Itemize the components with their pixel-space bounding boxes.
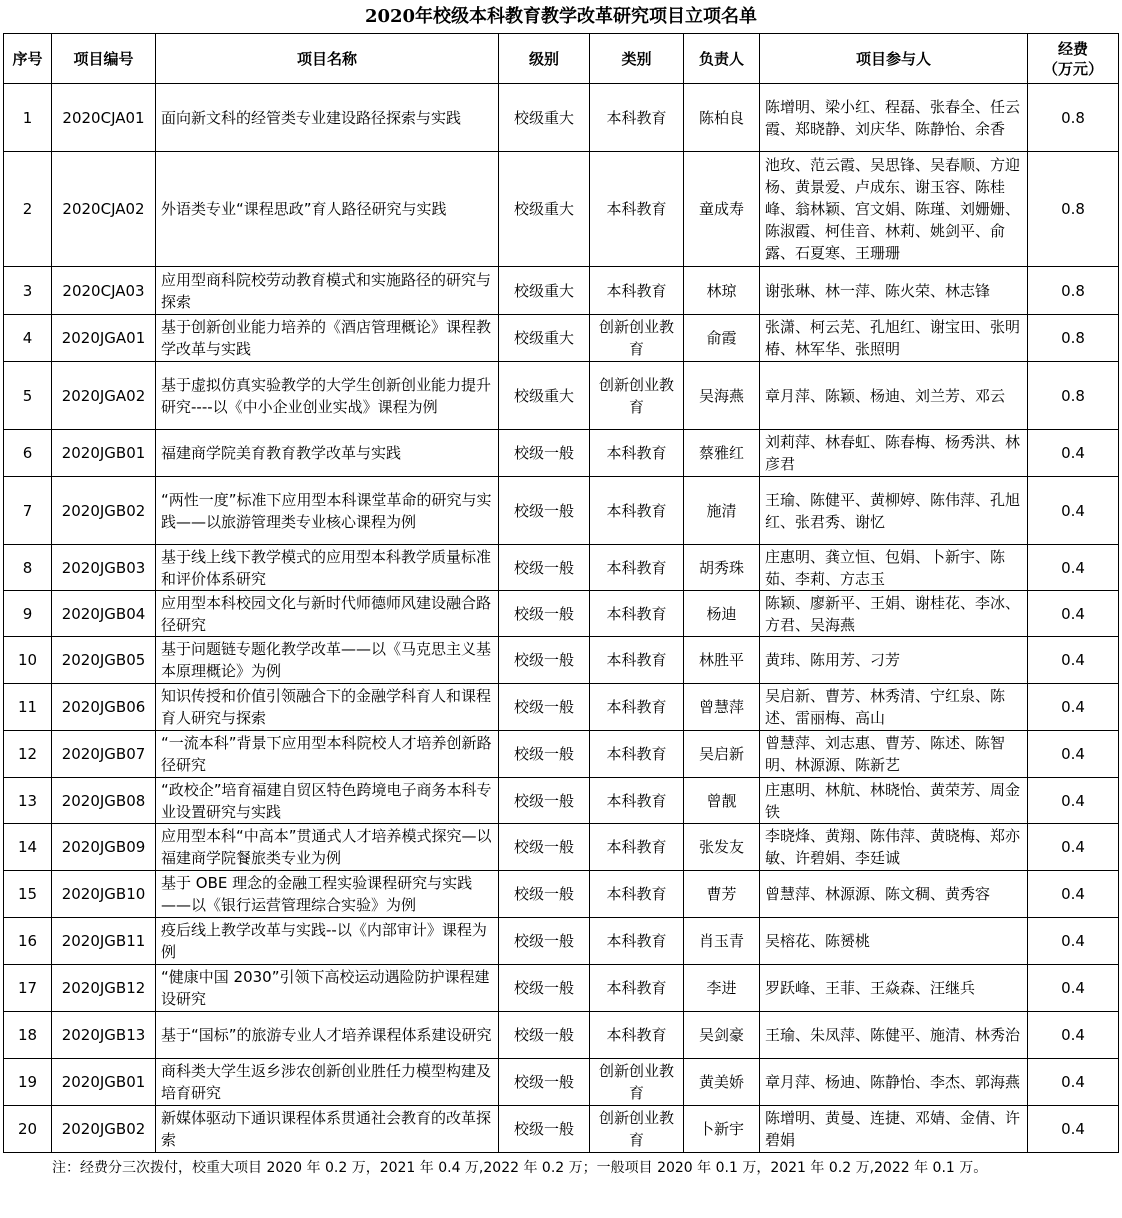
project-type: 本科教育 bbox=[590, 591, 684, 637]
table-row bbox=[4, 362, 1119, 430]
project-fund: 0.8 bbox=[1028, 267, 1119, 315]
project-name: 基于创新创业能力培养的《酒店管理概论》课程教学改革与实践 bbox=[156, 315, 499, 362]
project-name: 商科类大学生返乡涉农创新创业胜任力模型构建及培育研究 bbox=[156, 1059, 499, 1106]
project-code: 2020CJA02 bbox=[52, 152, 156, 267]
project-leader: 肖玉青 bbox=[684, 918, 760, 965]
project-fund: 0.4 bbox=[1028, 1106, 1119, 1153]
project-code: 2020JGB11 bbox=[52, 918, 156, 965]
row-number: 7 bbox=[4, 477, 52, 545]
project-fund: 0.4 bbox=[1028, 731, 1119, 778]
project-type: 本科教育 bbox=[590, 430, 684, 477]
project-members: 池玫、范云霞、吴思锋、吴春顺、方迎杨、黄景爱、卢成东、谢玉容、陈桂峰、翁林颖、宫文娟、陈瑾、刘姗姗、陈淑霞、柯佳音、林莉、姚剑平、俞露、石夏寒、王珊珊 bbox=[760, 152, 1028, 267]
project-type: 创新创业教育 bbox=[590, 315, 684, 362]
project-fund: 0.4 bbox=[1028, 684, 1119, 731]
project-type: 本科教育 bbox=[590, 637, 684, 684]
project-level: 校级一般 bbox=[499, 918, 590, 965]
project-fund: 0.4 bbox=[1028, 430, 1119, 477]
project-fund: 0.4 bbox=[1028, 477, 1119, 545]
project-type: 本科教育 bbox=[590, 824, 684, 871]
project-code: 2020JGB09 bbox=[52, 824, 156, 871]
project-level: 校级一般 bbox=[499, 684, 590, 731]
project-level: 校级一般 bbox=[499, 778, 590, 824]
project-code: 2020JGB04 bbox=[52, 591, 156, 637]
table-row bbox=[4, 778, 1119, 824]
project-leader: 童成寿 bbox=[684, 152, 760, 267]
table-row bbox=[4, 918, 1119, 965]
header-code: 项目编号 bbox=[52, 34, 156, 84]
project-table bbox=[3, 33, 1119, 1153]
table-row bbox=[4, 545, 1119, 591]
row-number: 18 bbox=[4, 1012, 52, 1059]
project-type: 本科教育 bbox=[590, 871, 684, 918]
project-name: “一流本科”背景下应用型本科院校人才培养创新路径研究 bbox=[156, 731, 499, 778]
project-fund: 0.4 bbox=[1028, 591, 1119, 637]
project-code: 2020JGB13 bbox=[52, 1012, 156, 1059]
project-leader: 林胜平 bbox=[684, 637, 760, 684]
project-fund: 0.4 bbox=[1028, 965, 1119, 1012]
row-number: 12 bbox=[4, 731, 52, 778]
row-number: 19 bbox=[4, 1059, 52, 1106]
project-members: 张潇、柯云芜、孔旭红、谢宝田、张明椿、林军华、张照明 bbox=[760, 315, 1028, 362]
project-leader: 杨迪 bbox=[684, 591, 760, 637]
project-fund: 0.4 bbox=[1028, 871, 1119, 918]
project-fund: 0.4 bbox=[1028, 1012, 1119, 1059]
project-members: 李晓烽、黄翔、陈伟萍、黄晓梅、郑亦敏、许碧娟、李廷诚 bbox=[760, 824, 1028, 871]
project-fund: 0.4 bbox=[1028, 824, 1119, 871]
table-row bbox=[4, 1012, 1119, 1059]
project-code: 2020CJA01 bbox=[52, 84, 156, 152]
row-number: 11 bbox=[4, 684, 52, 731]
project-type: 本科教育 bbox=[590, 1012, 684, 1059]
row-number: 3 bbox=[4, 267, 52, 315]
table-row bbox=[4, 871, 1119, 918]
row-number: 15 bbox=[4, 871, 52, 918]
header-type: 类别 bbox=[590, 34, 684, 84]
project-code: 2020JGB10 bbox=[52, 871, 156, 918]
row-number: 8 bbox=[4, 545, 52, 591]
table-row bbox=[4, 315, 1119, 362]
project-members: 庄惠明、龚立恒、包娟、卜新宇、陈茹、李莉、方志玉 bbox=[760, 545, 1028, 591]
table-row bbox=[4, 637, 1119, 684]
project-leader: 卜新宇 bbox=[684, 1106, 760, 1153]
project-name: 基于线上线下教学模式的应用型本科教学质量标准和评价体系研究 bbox=[156, 545, 499, 591]
footnote: 注：经费分三次拨付，校重大项目 2020 年 0.2 万，2021 年 0.4 万,2022 年 0.2 万；一般项目 2020 年 0.1 万，2021 年 0.2 万,2022 年 0.1 万。 bbox=[52, 1160, 988, 1176]
row-number: 13 bbox=[4, 778, 52, 824]
project-level: 校级一般 bbox=[499, 1012, 590, 1059]
project-code: 2020JGA02 bbox=[52, 362, 156, 430]
project-level: 校级重大 bbox=[499, 267, 590, 315]
project-level: 校级一般 bbox=[499, 591, 590, 637]
project-level: 校级一般 bbox=[499, 871, 590, 918]
table-row bbox=[4, 824, 1119, 871]
project-name: 面向新文科的经管类专业建设路径探索与实践 bbox=[156, 84, 499, 152]
project-type: 本科教育 bbox=[590, 965, 684, 1012]
table-row bbox=[4, 965, 1119, 1012]
project-leader: 曾靓 bbox=[684, 778, 760, 824]
project-level: 校级一般 bbox=[499, 965, 590, 1012]
project-code: 2020JGB02 bbox=[52, 1106, 156, 1153]
project-type: 本科教育 bbox=[590, 477, 684, 545]
row-number: 20 bbox=[4, 1106, 52, 1153]
project-name: “两性一度”标准下应用型本科课堂革命的研究与实践——以旅游管理类专业核心课程为例 bbox=[156, 477, 499, 545]
row-number: 9 bbox=[4, 591, 52, 637]
project-code: 2020CJA03 bbox=[52, 267, 156, 315]
project-code: 2020JGB08 bbox=[52, 778, 156, 824]
project-leader: 吴海燕 bbox=[684, 362, 760, 430]
project-leader: 曾慧萍 bbox=[684, 684, 760, 731]
project-type: 本科教育 bbox=[590, 152, 684, 267]
project-leader: 吴剑豪 bbox=[684, 1012, 760, 1059]
header-members: 项目参与人 bbox=[760, 34, 1028, 84]
header-no: 序号 bbox=[4, 34, 52, 84]
project-members: 曾慧萍、林源源、陈文稠、黄秀容 bbox=[760, 871, 1028, 918]
project-members: 吴榕花、陈赟桃 bbox=[760, 918, 1028, 965]
project-code: 2020JGB01 bbox=[52, 430, 156, 477]
table-row bbox=[4, 591, 1119, 637]
project-name: 基于“国标”的旅游专业人才培养课程体系建设研究 bbox=[156, 1012, 499, 1059]
project-type: 创新创业教育 bbox=[590, 1106, 684, 1153]
project-code: 2020JGB02 bbox=[52, 477, 156, 545]
project-name: 外语类专业“课程思政”育人路径研究与实践 bbox=[156, 152, 499, 267]
header-row bbox=[4, 34, 1119, 84]
project-members: 黄玮、陈用芳、刁芳 bbox=[760, 637, 1028, 684]
project-type: 本科教育 bbox=[590, 918, 684, 965]
row-number: 10 bbox=[4, 637, 52, 684]
project-level: 校级重大 bbox=[499, 362, 590, 430]
project-level: 校级一般 bbox=[499, 1059, 590, 1106]
project-name: “健康中国 2030”引领下高校运动遇险防护课程建设研究 bbox=[156, 965, 499, 1012]
header-leader: 负责人 bbox=[684, 34, 760, 84]
project-type: 本科教育 bbox=[590, 731, 684, 778]
project-leader: 黄美娇 bbox=[684, 1059, 760, 1106]
table-row bbox=[4, 152, 1119, 267]
project-type: 本科教育 bbox=[590, 545, 684, 591]
table-row bbox=[4, 684, 1119, 731]
row-number: 6 bbox=[4, 430, 52, 477]
row-number: 17 bbox=[4, 965, 52, 1012]
project-code: 2020JGA01 bbox=[52, 315, 156, 362]
project-type: 本科教育 bbox=[590, 267, 684, 315]
project-type: 创新创业教育 bbox=[590, 1059, 684, 1106]
header-name: 项目名称 bbox=[156, 34, 499, 84]
project-members: 陈增明、梁小红、程磊、张春全、任云霞、郑晓静、刘庆华、陈静怡、余香 bbox=[760, 84, 1028, 152]
project-leader: 俞霞 bbox=[684, 315, 760, 362]
project-level: 校级一般 bbox=[499, 637, 590, 684]
project-leader: 曹芳 bbox=[684, 871, 760, 918]
table-row bbox=[4, 1106, 1119, 1153]
project-name: 福建商学院美育教育教学改革与实践 bbox=[156, 430, 499, 477]
project-leader: 林琼 bbox=[684, 267, 760, 315]
row-number: 5 bbox=[4, 362, 52, 430]
header-fund: 经费 （万元） bbox=[1028, 34, 1119, 84]
row-number: 4 bbox=[4, 315, 52, 362]
table-row bbox=[4, 84, 1119, 152]
project-members: 庄惠明、林航、林晓怡、黄荣芳、周金铁 bbox=[760, 778, 1028, 824]
project-members: 章月萍、杨迪、陈静怡、李杰、郭海燕 bbox=[760, 1059, 1028, 1106]
project-level: 校级一般 bbox=[499, 824, 590, 871]
project-leader: 陈柏良 bbox=[684, 84, 760, 152]
project-leader: 施清 bbox=[684, 477, 760, 545]
project-fund: 0.8 bbox=[1028, 362, 1119, 430]
project-level: 校级重大 bbox=[499, 84, 590, 152]
table-row bbox=[4, 477, 1119, 545]
project-members: 王瑜、朱凤萍、陈健平、施清、林秀治 bbox=[760, 1012, 1028, 1059]
project-members: 刘莉萍、林春虹、陈春梅、杨秀洪、林彦君 bbox=[760, 430, 1028, 477]
project-leader: 张发友 bbox=[684, 824, 760, 871]
project-level: 校级重大 bbox=[499, 315, 590, 362]
project-level: 校级重大 bbox=[499, 152, 590, 267]
project-fund: 0.8 bbox=[1028, 84, 1119, 152]
project-type: 本科教育 bbox=[590, 84, 684, 152]
project-name: 基于虚拟仿真实验教学的大学生创新创业能力提升研究----以《中小企业创业实战》课程为例 bbox=[156, 362, 499, 430]
project-level: 校级一般 bbox=[499, 731, 590, 778]
project-members: 曾慧萍、刘志惠、曹芳、陈述、陈智明、林源源、陈新艺 bbox=[760, 731, 1028, 778]
table-row bbox=[4, 267, 1119, 315]
project-type: 本科教育 bbox=[590, 778, 684, 824]
project-code: 2020JGB07 bbox=[52, 731, 156, 778]
row-number: 1 bbox=[4, 84, 52, 152]
project-fund: 0.8 bbox=[1028, 315, 1119, 362]
row-number: 2 bbox=[4, 152, 52, 267]
project-code: 2020JGB01 bbox=[52, 1059, 156, 1106]
project-members: 章月萍、陈颖、杨迪、刘兰芳、邓云 bbox=[760, 362, 1028, 430]
project-code: 2020JGB06 bbox=[52, 684, 156, 731]
document-title: 2020年校级本科教育教学改革研究项目立项名单 bbox=[364, 6, 758, 27]
project-fund: 0.4 bbox=[1028, 778, 1119, 824]
project-members: 罗跃峰、王菲、王焱森、汪继兵 bbox=[760, 965, 1028, 1012]
project-members: 王瑜、陈健平、黄柳婷、陈伟萍、孔旭红、张君秀、谢忆 bbox=[760, 477, 1028, 545]
project-name: 新媒体驱动下通识课程体系贯通社会教育的改革探索 bbox=[156, 1106, 499, 1153]
project-leader: 李进 bbox=[684, 965, 760, 1012]
project-code: 2020JGB05 bbox=[52, 637, 156, 684]
table-row bbox=[4, 430, 1119, 477]
row-number: 16 bbox=[4, 918, 52, 965]
project-leader: 吴启新 bbox=[684, 731, 760, 778]
project-level: 校级一般 bbox=[499, 430, 590, 477]
project-name: 应用型本科校园文化与新时代师德师风建设融合路径研究 bbox=[156, 591, 499, 637]
project-code: 2020JGB03 bbox=[52, 545, 156, 591]
project-fund: 0.4 bbox=[1028, 1059, 1119, 1106]
table-row bbox=[4, 731, 1119, 778]
project-level: 校级一般 bbox=[499, 1106, 590, 1153]
project-name: 知识传授和价值引领融合下的金融学科育人和课程育人研究与探索 bbox=[156, 684, 499, 731]
project-name: 应用型本科“中高本”贯通式人才培养模式探究—以福建商学院餐旅类专业为例 bbox=[156, 824, 499, 871]
project-name: 疫后线上教学改革与实践--以《内部审计》课程为例 bbox=[156, 918, 499, 965]
table-row bbox=[4, 1059, 1119, 1106]
project-members: 吴启新、曹芳、林秀清、宁红泉、陈述、雷丽梅、高山 bbox=[760, 684, 1028, 731]
project-fund: 0.4 bbox=[1028, 637, 1119, 684]
project-leader: 蔡雅红 bbox=[684, 430, 760, 477]
project-members: 陈颖、廖新平、王娟、谢桂花、李冰、方君、吴海燕 bbox=[760, 591, 1028, 637]
project-level: 校级一般 bbox=[499, 477, 590, 545]
project-level: 校级一般 bbox=[499, 545, 590, 591]
project-type: 本科教育 bbox=[590, 684, 684, 731]
project-name: “政校企”培育福建自贸区特色跨境电子商务本科专业设置研究与实践 bbox=[156, 778, 499, 824]
project-name: 基于问题链专题化教学改革——以《马克思主义基本原理概论》为例 bbox=[156, 637, 499, 684]
project-fund: 0.4 bbox=[1028, 918, 1119, 965]
project-fund: 0.8 bbox=[1028, 152, 1119, 267]
header-level: 级别 bbox=[499, 34, 590, 84]
project-name: 基于 OBE 理念的金融工程实验课程研究与实践——以《银行运营管理综合实验》为例 bbox=[156, 871, 499, 918]
project-leader: 胡秀珠 bbox=[684, 545, 760, 591]
project-members: 陈增明、黄曼、连捷、邓婧、金倩、许碧娟 bbox=[760, 1106, 1028, 1153]
project-code: 2020JGB12 bbox=[52, 965, 156, 1012]
project-fund: 0.4 bbox=[1028, 545, 1119, 591]
project-members: 谢张琳、林一萍、陈火荣、林志锋 bbox=[760, 267, 1028, 315]
project-name: 应用型商科院校劳动教育模式和实施路径的研究与探索 bbox=[156, 267, 499, 315]
project-type: 创新创业教育 bbox=[590, 362, 684, 430]
row-number: 14 bbox=[4, 824, 52, 871]
